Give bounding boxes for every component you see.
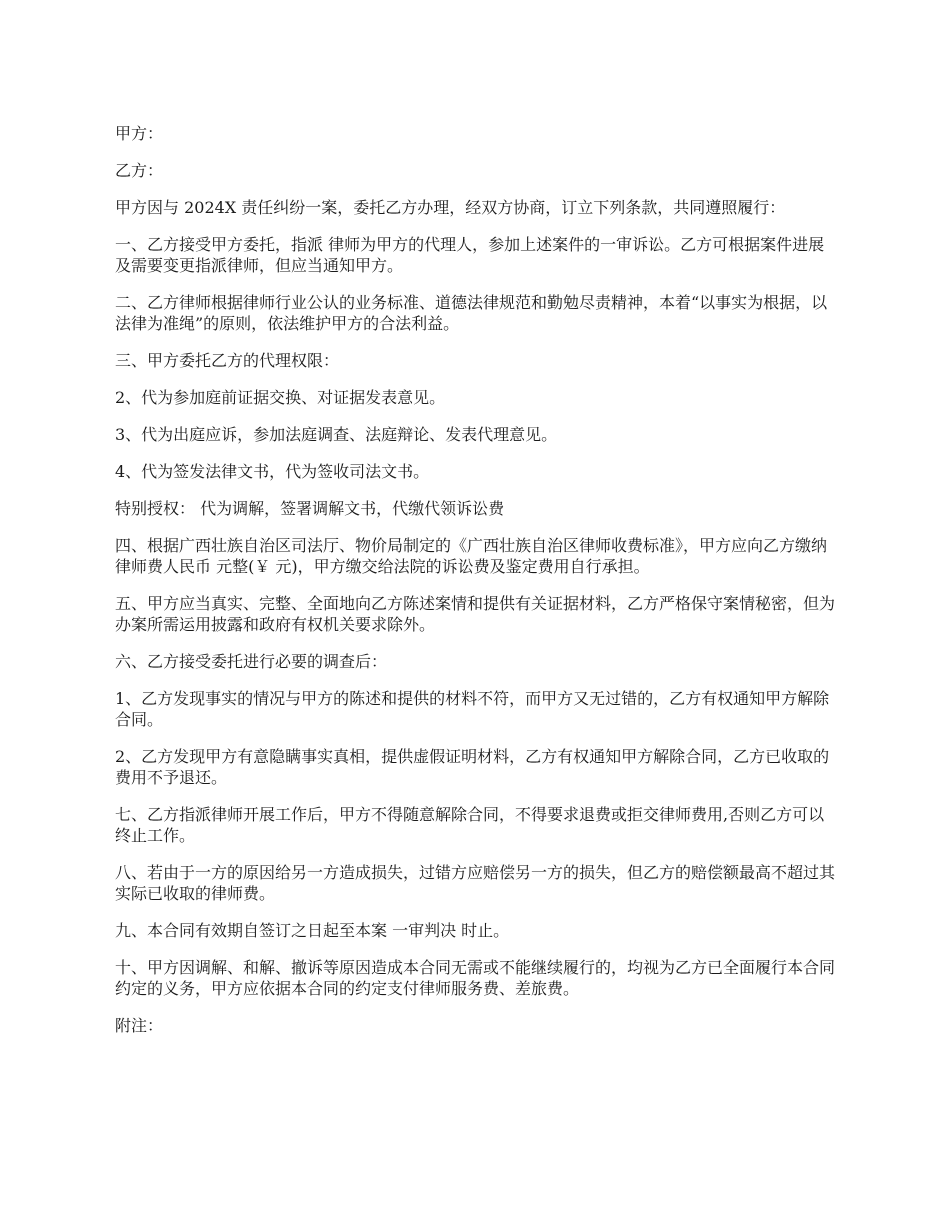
special-authorization: 特别授权： 代为调解，签署调解文书，代缴代领诉讼费 xyxy=(115,499,505,518)
clause-6-item-2: 2、乙方发现甲方有意隐瞒事实真相，提供虚假证明材料，乙方有权通知甲方解除合同，乙方已收取的费用不予退还。 xyxy=(115,747,830,787)
clause-10: 十、甲方因调解、和解、撤诉等原因造成本合同无需或不能继续履行的，均视为乙方已全面履行本合同约定的义务，甲方应依据本合同的约定支付律师服务费、差旅费。 xyxy=(115,958,836,998)
clause-1: 一、乙方接受甲方委托，指派 律师为甲方的代理人，参加上述案件的一审诉讼。乙方可根据案件进展及需要变更指派律师，但应当通知甲方。 xyxy=(115,235,825,275)
clause-6-item-1: 1、乙方发现事实的情况与甲方的陈述和提供的材料不符，而甲方又无过错的，乙方有权通知甲方解除合同。 xyxy=(115,689,830,729)
notes-heading: 附注： xyxy=(115,1016,164,1035)
clause-6-heading: 六、乙方接受委托进行必要的调查后： xyxy=(115,652,388,671)
contract-body xyxy=(115,123,835,1052)
party-a-line: 甲方： xyxy=(115,124,164,143)
party-b-line: 乙方： xyxy=(115,161,164,180)
clause-5: 五、甲方应当真实、完整、全面地向乙方陈述案情和提供有关证据材料，乙方严格保守案情秘密，但为办案所需运用披露和政府有权机关要求除外。 xyxy=(115,594,836,634)
clause-3-item-3: 3、代为出庭应诉，参加法庭调查、法庭辩论、发表代理意见。 xyxy=(115,425,558,444)
clause-3-item-4: 4、代为签发法律文书，代为签收司法文书。 xyxy=(115,462,430,481)
clause-7: 七、乙方指派律师开展工作后，甲方不得随意解除合同，不得要求退费或拒交律师费用,否则乙方可以终止工作。 xyxy=(115,805,825,845)
clause-9: 九、本合同有效期自签订之日起至本案 一审判决 时止。 xyxy=(115,921,510,940)
clause-3-item-2: 2、代为参加庭前证据交换、对证据发表意见。 xyxy=(115,388,446,407)
clause-2: 二、乙方律师根据律师行业公认的业务标准、道德法律规范和勤勉尽责精神，本着“以事实为根据，以法律为准绳”的原则，依法维护甲方的合法利益。 xyxy=(115,293,828,333)
clause-4: 四、根据广西壮族自治区司法厅、物价局制定的《广西壮族自治区律师收费标准》，甲方应向乙方缴纳律师费人民币 元整(￥ 元)，甲方缴交给法院的诉讼费及鉴定费用自行承担。 xyxy=(115,536,828,576)
clause-3-heading: 三、甲方委托乙方的代理权限： xyxy=(115,351,340,370)
clause-8: 八、若由于一方的原因给另一方造成损失，过错方应赔偿另一方的损失，但乙方的赔偿额最高不超过其实际已收取的律师费。 xyxy=(115,863,836,903)
preamble-paragraph: 甲方因与 2024X 责任纠纷一案，委托乙方办理，经双方协商，订立下列条款，共同遵照履行： xyxy=(115,198,786,217)
